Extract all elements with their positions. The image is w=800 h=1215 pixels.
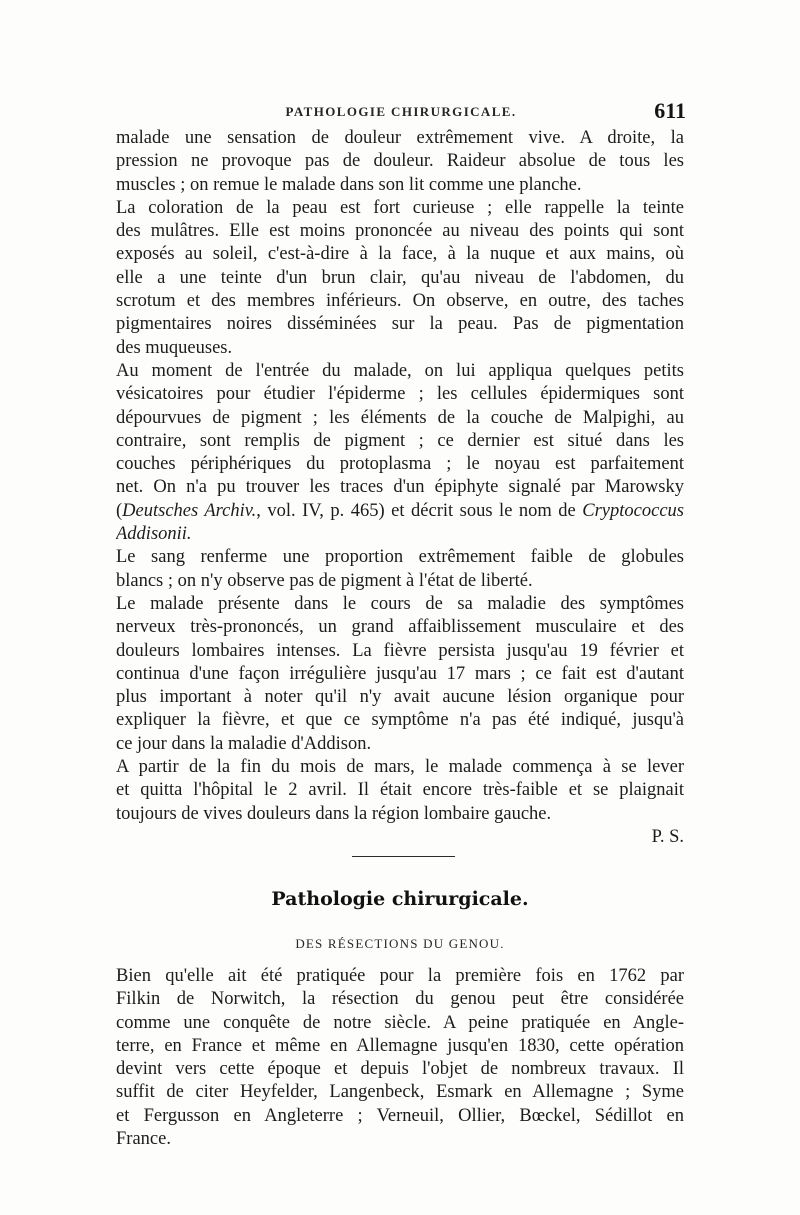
text-line: Le malade présente dans le cours de sa maladie des symptômes [116,593,684,614]
text-line: pigmentaires noires disséminées sur la peau. Pas de pigmentation [116,314,684,335]
text-line: devint vers cette époque et depuis l'objet de nombreux travaux. Il [116,1059,684,1080]
text-line: La coloration de la peau est fort curieuse ; elle rappelle la teinte [116,197,684,218]
text-line: et quitta l'hôpital le 2 avril. Il était encore très-faible et se plaignait [116,780,684,801]
new-article-body [116,965,684,1151]
species-name-continued: Addisonii. [116,524,192,545]
author-signature: P. S. [651,826,684,847]
text-line: Le sang renferme une proportion extrêmement faible de globules [116,547,684,568]
text-line: France. [116,1129,171,1150]
text-line: nerveux très-prononcés, un grand affaiblissement musculaire et des [116,617,684,638]
page-number: 611 [654,98,686,123]
text-line: Au moment de l'entrée du malade, on lui appliqua quelques petits [116,360,684,381]
text-line: Filkin de Norwitch, la résection du genou peut être considérée [116,989,684,1010]
text-line: exposés au soleil, c'est-à-dire à la face, à la nuque et aux mains, où [116,244,684,265]
text-line: muscles ; on remue le malade dans son lit comme une planche. [116,174,582,195]
running-title: PATHOLOGIE CHIRURGICALE. [285,104,517,119]
text-line: scrotum et des membres inférieurs. On observe, en outre, des taches [116,291,684,312]
article-title: DES RÉSECTIONS DU GENOU. [295,936,505,951]
running-header [116,98,686,128]
text-line: des mulâtres. Elle est moins prononcée au niveau des points qui sont [116,221,684,242]
text-line: toujours de vives douleurs dans la région lombaire gauche. [116,803,552,824]
section-heading: Pathologie chirurgicale. [271,888,529,910]
text-line: comme une conquête de notre siècle. A peine pratiquée en Angle- [116,1012,684,1033]
text-line: vésicatoires pour étudier l'épiderme ; les cellules épidermiques sont [116,384,684,405]
text-line: couches périphériques du protoplasma ; le noyau est parfaitement [116,454,684,475]
text-line: Bien qu'elle ait été pratiquée pour la première fois en 1762 par [116,966,684,986]
text-line: pression ne provoque pas de douleur. Raideur absolue de tous les [116,151,684,172]
citation-line: (Deutsches Archiv., vol. IV, p. 465) et décrit sous le nom de Cryptococcus [116,500,684,521]
text-line: contraire, sont remplis de pigment ; ce dernier est situé dans les [116,430,684,451]
text-line: elle a une teinte d'un brun clair, qu'au niveau de l'abdomen, du [116,267,684,288]
species-name: Cryptococcus [582,500,684,521]
text-line: continua d'une façon irrégulière jusqu'au 17 mars ; ce fait est d'autant [116,663,684,684]
text-line: terre, en France et même en Allemagne jusqu'en 1830, cette opération [116,1035,684,1056]
text-line: net. On n'a pu trouver les traces d'un épiphyte signalé par Marowsky [116,477,684,498]
text-line: blancs ; on n'y observe pas de pigment à l'état de liberté. [116,570,533,591]
text-line: A partir de la fin du mois de mars, le malade commença à se lever [116,757,684,778]
text-line: des muqueuses. [116,337,233,358]
article-continuation [116,127,684,849]
citation-text: , vol. IV, p. 465) et décrit sous le nom de [256,500,583,521]
text-line: malade une sensation de douleur extrêmement vive. A droite, la [116,128,684,148]
text-line: plus important à noter qu'il n'y avait aucune lésion organique pour [116,687,684,708]
journal-title: Deutsches Archiv. [122,500,257,521]
text-line: expliquer la fièvre, et que ce symptôme n'a pas été indiqué, jusqu'à [116,710,684,731]
text-line: dépourvues de pigment ; les éléments de la couche de Malpighi, au [116,407,684,428]
text-line: ce jour dans la maladie d'Addison. [116,733,372,754]
section-separator [352,856,455,857]
text-line: suffit de citer Heyfelder, Langenbeck, Esmark en Allemagne ; Syme [116,1082,684,1103]
text-line: et Fergusson en Angleterre ; Verneuil, Ollier, Bœckel, Sédillot en [116,1105,684,1126]
text-line: douleurs lombaires intenses. La fièvre persista jusqu'au 19 février et [116,640,684,661]
